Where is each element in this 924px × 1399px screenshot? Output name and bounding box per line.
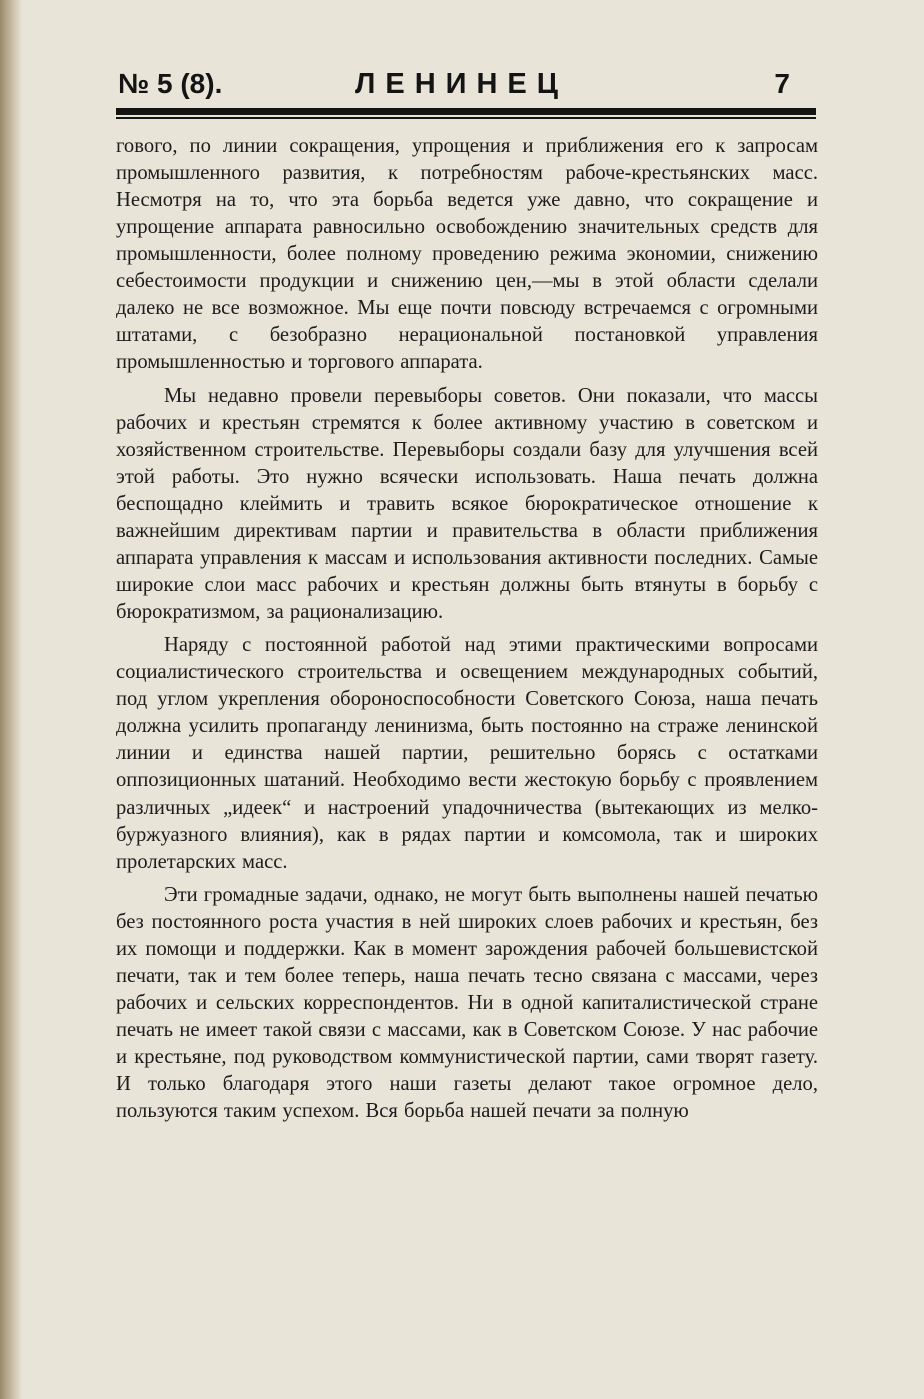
paragraph-4: Эти громадные задачи, однако, не могут быть выполнены нашей печатью без постоянного роста участия в ней широких слоев рабочих и крестьян, без их помощи и поддержки. Как в момент зарождения рабочей большевистской печати, так и тем более теперь, наша печать тесно связана с массами, через рабочих и сельских корреспондентов. Ни в одной капиталистической стране печать не имеет такой связи с массами, как в Советском Союзе. У нас рабочие и крестьяне, под руководством коммунистической партии, сами творят газету. И только благодаря этого наши газеты делают такое огромное дело, пользуются таким успехом. Вся борьба нашей печати за полную [116,883,818,1123]
page-number: 7 [774,68,790,99]
paragraph-2: Мы недавно провели перевыборы советов. Они показали, что массы рабочих и крестьян стремятся к более активному участию в советском и хозяйственном строительстве. Перевыборы создали базу для улучшения всей этой работы. Это нужно всячески использовать. Наша печать должна беспощадно клеймить и травить всякое бюрократическое отношение к важнейшим директивам партии и правительства в области приближения аппарата управления к массам и использования активности последних. Самые широкие слои масс рабочих и крестьян должны быть втянуты в борьбу с бюрократизмом, за рационализацию. [116,384,818,623]
issue-number: № 5 (8). [118,68,223,99]
paragraph-1: гового, по линии сокращения, упрощения и приближения его к запросам промышленного развития, к потребностям рабоче-крестьянских масс. Несмотря на то, что эта борьба ведется уже давно, что сокращение и упрощение аппарата равносильно освобождению значительных средств для промышленности, более полному проведению режима экономии, снижению себестоимости продукции и снижению цен,—мы в этой области сделали далеко не все возможное. Мы еще почти повсюду встречаемся с огромными штатами, с безобразно нерациональной постановкой управления промышленностью и торгового аппарата. [116,135,818,374]
header-rule [116,108,816,115]
page-header [118,64,816,106]
article-body [116,133,818,1125]
paragraph-3: Наряду с постоянной работой над этими практическими вопросами социалистического строительства и освещением международных событий, под углом укрепления обороноспособности Советского Союза, наша печать должна усилить пропаганду ленинизма, быть постоянно на страже ленинской линии и единства нашей партии, решительно борясь с остатками оппозиционных шатаний. Необходимо вести жестокую борьбу с проявлением различных „идеек“ и настроений упадочничества (вытекающих из мелко-буржуазного влияния), как в рядах партии и комсомола, так и широких пролетарских масс. [116,634,818,873]
header-rule-thin [116,117,816,119]
publication-title: ЛЕНИНЕЦ [355,68,568,100]
